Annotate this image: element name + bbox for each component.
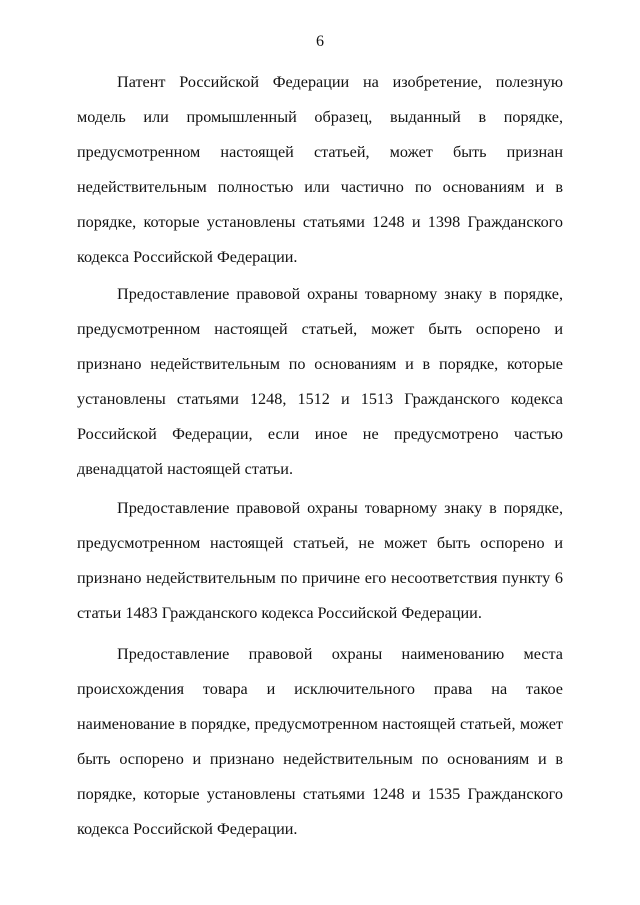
paragraph-trademark-contest: Предоставление правовой охраны товарному знаку в порядке, предусмотренном настоящей статьей, может быть оспорено и признано недействительным по основаниям и в порядке, которые установлены статьями 1248, 1512 и 1513 Гражданского кодекса Российской Федерации, если иное не предусмотрено частью двенадцатой настоящей статьи. bbox=[77, 285, 563, 478]
paragraph-trademark-non-contest: Предоставление правовой охраны товарному знаку в порядке, предусмотренном настоящей статьей, не может быть оспорено и признано недействительным по причине его несоответствия пункту 6 статьи 1483 Гражданского кодекса Российской Федерации. bbox=[77, 499, 563, 622]
page-number: 6 bbox=[316, 33, 324, 50]
paragraph-appellation-of-origin: Предоставление правовой охраны наименованию места происхождения товара и исключительного права на такое наименование в порядке, предусмотренном настоящей статьей, может быть оспорено и признано недействительным по основаниям и в порядке, которые установлены статьями 1248 и 1535 Гражданского кодекса Российской Федерации. bbox=[77, 645, 563, 838]
document-body bbox=[77, 65, 563, 847]
paragraph-patent-invalidation: Патент Российской Федерации на изобретение, полезную модель или промышленный образец, выданный в порядке, предусмотренном настоящей статьей, может быть признан недействительным полностью или частично по основаниям и в порядке, которые установлены статьями 1248 и 1398 Гражданского кодекса Российской Федерации. bbox=[77, 73, 563, 266]
